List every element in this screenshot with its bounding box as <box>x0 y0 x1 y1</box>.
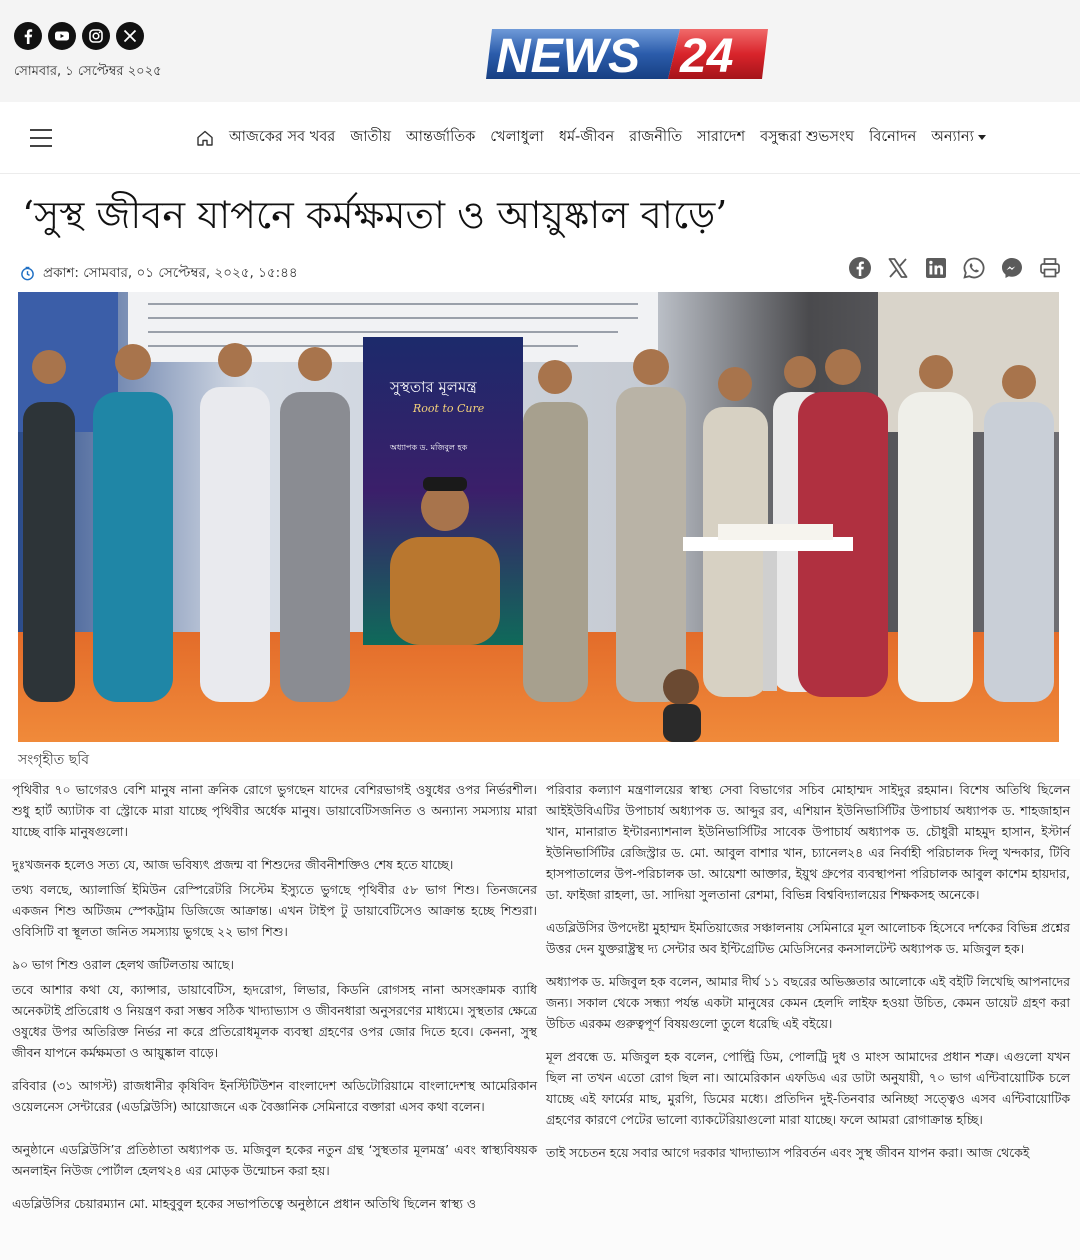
article-title: ‘সুস্থ জীবন যাপনে কর্মক্ষমতা ও আয়ুষ্কাল বাড়ে’ <box>22 193 728 237</box>
nav-item-others-dropdown[interactable] <box>931 126 985 150</box>
instagram-link[interactable] <box>82 22 110 50</box>
clock-icon <box>20 266 35 281</box>
publish-time: প্রকাশ: সোমবার, ০১ সেপ্টেম্বর, ২০২৫, ১৫:৪৪ <box>43 265 298 281</box>
article-column-left <box>12 779 537 1226</box>
whatsapp-share-icon[interactable] <box>962 256 986 280</box>
current-date: সোমবার, ১ সেপ্টেম্বর ২০২৫ <box>14 64 162 79</box>
paragraph: অধ্যাপক ড. মজিবুল হক বলেন, আমার দীর্ঘ ১১ বছরের অভিজ্ঞতার আলোকে এই বইটি লিখেছি আপনাদের জন্য। সকাল থেকে সন্ধ্যা পর্যন্ত একটা মানুষের কেমন হেলদি লাইফ হওয়া উচিত, কেমন ডায়েট গ্রহণ করা উচিত এরকম গুরুত্বপূর্ণ বিষয়গুলো তুলে ধরেছি এই বইয়ে। <box>546 974 1070 1031</box>
nav-item-today-all-news[interactable]: আজকের সব খবর <box>229 129 336 145</box>
nav-item-bashundhara-shuvosangho[interactable]: বসুন্ধরা শুভসংঘ <box>760 129 855 145</box>
nav-item-entertainment[interactable]: বিনোদন <box>869 129 917 145</box>
article-column-right <box>546 779 1070 1175</box>
paragraph: তথ্য বলছে, অ্যালার্জি ইমিউন রেস্পিরেটরি সিস্টেম ইস্যুতে ভুগছে পৃথিবীর ৫৮ ভাগ শিশু। তিনজনের একজন শিশু অটিজম স্পেকট্রাম ডিজিজে আক্রান্ত। এখন টাইপ টু ডায়াবেটিসেও আক্রান্ত হচ্ছে শিশুরা। ওবিসিটি বা স্থূলতা জনিত সমস্যায় ভুগছে ২২ ভাগ শিশু। <box>12 882 537 939</box>
poster-book-subtitle: Root to Cure <box>413 402 485 415</box>
article-photo[interactable] <box>18 292 1059 742</box>
menu-icon[interactable] <box>30 129 52 147</box>
logo-text: NEWS <box>496 30 640 83</box>
poster-book-title: সুস্থতার মূলমন্ত্র <box>390 378 477 396</box>
x-link[interactable] <box>116 22 144 50</box>
news24-logo[interactable] <box>484 25 770 83</box>
paragraph: দুঃখজনক হলেও সত্য যে, আজ ভবিষ্যৎ প্রজন্ম বা শিশুদের জীবনীশক্তিও শেষ হতে যাচ্ছে। <box>12 857 454 872</box>
paragraph: মূল প্রবন্ধে ড. মজিবুল হক বলেন, পোল্ট্রি ডিম, পোলট্রি দুধ ও মাংস আমাদের প্রধান শত্রু। এগুলো যখন ছিল না তখন এতো রোগ ছিল না। আমেরিকান এফডিএ এর ডাটা অনুযায়ী, ৭০ ভাগ এন্টিবায়োটিক চলে যাচ্ছে এই ফার্মের মাছ, মুরগি, ডিমের মধ্যে। প্রতিদিন দুই-তিনবার অনিচ্ছা সত্ত্বেও এসব এন্টিবায়োটিক গ্রহণের কারণে পেটের ভালো ব্যাকটেরিয়াগুলো মারা যাচ্ছে। ফলে আমরা রোগাক্রান্ত হচ্ছি। <box>546 1049 1070 1127</box>
messenger-share-icon[interactable] <box>1000 256 1024 280</box>
paragraph: রবিবার (৩১ আগস্ট) রাজধানীর কৃষিবিদ ইনস্টিটিউশন বাংলাদেশ অডিটোরিয়ামে বাংলাদেশস্থ আমেরিকান ওয়েলনেস সেন্টারের (এডব্লিউসি) আয়োজনে এক বৈজ্ঞানিক সেমিনারে বক্তারা এসব কথা বলেন। <box>12 1078 537 1114</box>
linkedin-share-icon[interactable] <box>924 256 948 280</box>
poster-book-author: অধ্যাপক ড. মজিবুল হক <box>390 443 468 452</box>
photo-caption: সংগৃহীত ছবি <box>18 752 90 768</box>
paragraph: ৯০ ভাগ শিশু ওরাল হেলথ জটিলতায় আছে। <box>12 957 234 972</box>
article-body <box>0 779 1080 1260</box>
paragraph: এডব্লিউসির উপদেষ্টা মুহাম্মদ ইমতিয়াজের সঞ্চালনায় সেমিনারে মূল আলোচক হিসেবে দর্শকের বিভিন্ন প্রশ্নের উত্তর দেন যুক্তরাষ্ট্রস্থ দ্য সেন্টার অব ইন্টিগ্রেটিভ মেডিসিনের কনসালটেন্ট অধ্যাপক ড. মজিবুল হক। <box>546 920 1070 956</box>
nav-item-others-label: অন্যান্য <box>931 129 974 145</box>
nav-item-countrywide[interactable]: সারাদেশ <box>697 129 746 145</box>
nav-item-sports[interactable]: খেলাধুলা <box>490 129 544 145</box>
share-bar <box>848 256 1062 280</box>
logo-number: 24 <box>680 30 734 83</box>
paragraph: তবে আশার কথা যে, ক্যান্সার, ডায়াবেটিস, হৃদরোগ, লিভার, কিডনি রোগসহ নানা অসংক্রামক ব্যাধি অনেকটাই প্রতিরোধ ও নিয়ন্ত্রণ করা সম্ভব সঠিক খাদ্যাভ্যাস ও জীবনধারা অনুসরণের মাধ্যমে। সুস্থতার ক্ষেত্রে ওষুধের উপর অতিরিক্ত নির্ভর না করে প্রতিরোধমূলক ব্যবস্থা গ্রহণের ওপর জোর দিতে হবে। কেননা, সুস্থ জীবন যাপনে কর্মক্ষমতা ও আয়ুষ্কাল বাড়ে। <box>12 982 537 1060</box>
x-share-icon[interactable] <box>886 256 910 280</box>
nav-items <box>196 126 986 150</box>
facebook-link[interactable] <box>14 22 42 50</box>
facebook-share-icon[interactable] <box>848 256 872 280</box>
home-icon[interactable] <box>196 129 214 147</box>
nav-item-international[interactable]: আন্তর্জাতিক <box>406 129 476 145</box>
nav-item-religion-life[interactable]: ধর্ম-জীবন <box>558 129 615 145</box>
paragraph: পরিবার কল্যাণ মন্ত্রণালয়ের স্বাস্থ্য সেবা বিভাগের সচিব মোহাম্মদ সাইদুর রহমান। বিশেষ অতিথি ছিলেন আইইউবিএটির উপাচার্য অধ্যাপক ড. আব্দুর রব, এশিয়ান ইউনিভার্সিটির উপাচার্য অধ্যাপক ড. শাহজাহান খান, মানারাত ইন্টারন্যাশনাল ইউনিভার্সিটির সাবেক উপাচার্য অধ্যাপক ড. চৌধুরী মাহমুদ হাসান, ইস্টার্ন ইউনিভার্সিটির রেজিস্ট্রার ড. মো. আবুল বাশার খান, চ্যানেল২৪ এর নির্বাহী পরিচালক দিলু খন্দকার, টিবি হাসপাতালের উপ-পরিচালক ডা. আয়েশা আক্তার, ইয়ুথ গ্রুপের ব্যবস্থাপনা পরিচালক আবুল কাশেম হায়দার, ডা. ফাইজা রাহলা, ডা. সাদিয়া সুলতানা রেশমা, বিভিন্ন বিশ্ববিদ্যালয়ের শিক্ষকসহ অনেকে। <box>546 782 1070 902</box>
paragraph: এডব্লিউসির চেয়ারম্যান মো. মাহবুবুল হকের সভাপতিত্বে অনুষ্ঠানে প্রধান অতিথি ছিলেন স্বাস্থ্য ও <box>12 1196 477 1211</box>
paragraph: অনুষ্ঠানে এডব্লিউসি’র প্রতিষ্ঠাতা অধ্যাপক ড. মজিবুল হকের নতুন গ্রন্থ ‘সুস্থতার মূলমন্ত্র’ এবং স্বাস্থ্যবিষয়ক অনলাইন নিউজ পোর্টাল হেলথ২৪ এর মোড়ক উন্মোচন করা হয়। <box>12 1142 537 1178</box>
nav-item-national[interactable]: জাতীয় <box>350 129 392 145</box>
instagram-icon <box>88 28 104 44</box>
chevron-down-icon <box>978 135 986 140</box>
article-meta <box>20 262 298 285</box>
main-nav <box>0 102 1080 174</box>
paragraph: তাই সচেতন হয়ে সবার আগে দরকার খাদ্যাভ্যাস পরিবর্তন এবং সুস্থ জীবন যাপন করা। আজ থেকেই <box>546 1145 1030 1160</box>
youtube-icon <box>54 28 70 44</box>
top-bar <box>0 0 1080 102</box>
nav-item-politics[interactable]: রাজনীতি <box>629 129 683 145</box>
x-icon <box>122 28 138 44</box>
paragraph: পৃথিবীর ৭০ ভাগেরও বেশি মানুষ নানা ক্রনিক রোগে ভুগছেন যাদের বেশিরভাগই ওষুধের ওপর নির্ভরশীল। শুধু হার্ট অ্যাটাক বা স্ট্রোকে মারা যাচ্ছে পৃথিবীর অর্ধেক মানুষ। ডায়াবেটিসজনিত ও অন্যান্য সমস্যায় মারা যাচ্ছে বাকি মানুষগুলো। <box>12 782 537 839</box>
facebook-icon <box>20 28 36 44</box>
youtube-link[interactable] <box>48 22 76 50</box>
print-icon[interactable] <box>1038 256 1062 280</box>
social-links <box>14 22 144 50</box>
